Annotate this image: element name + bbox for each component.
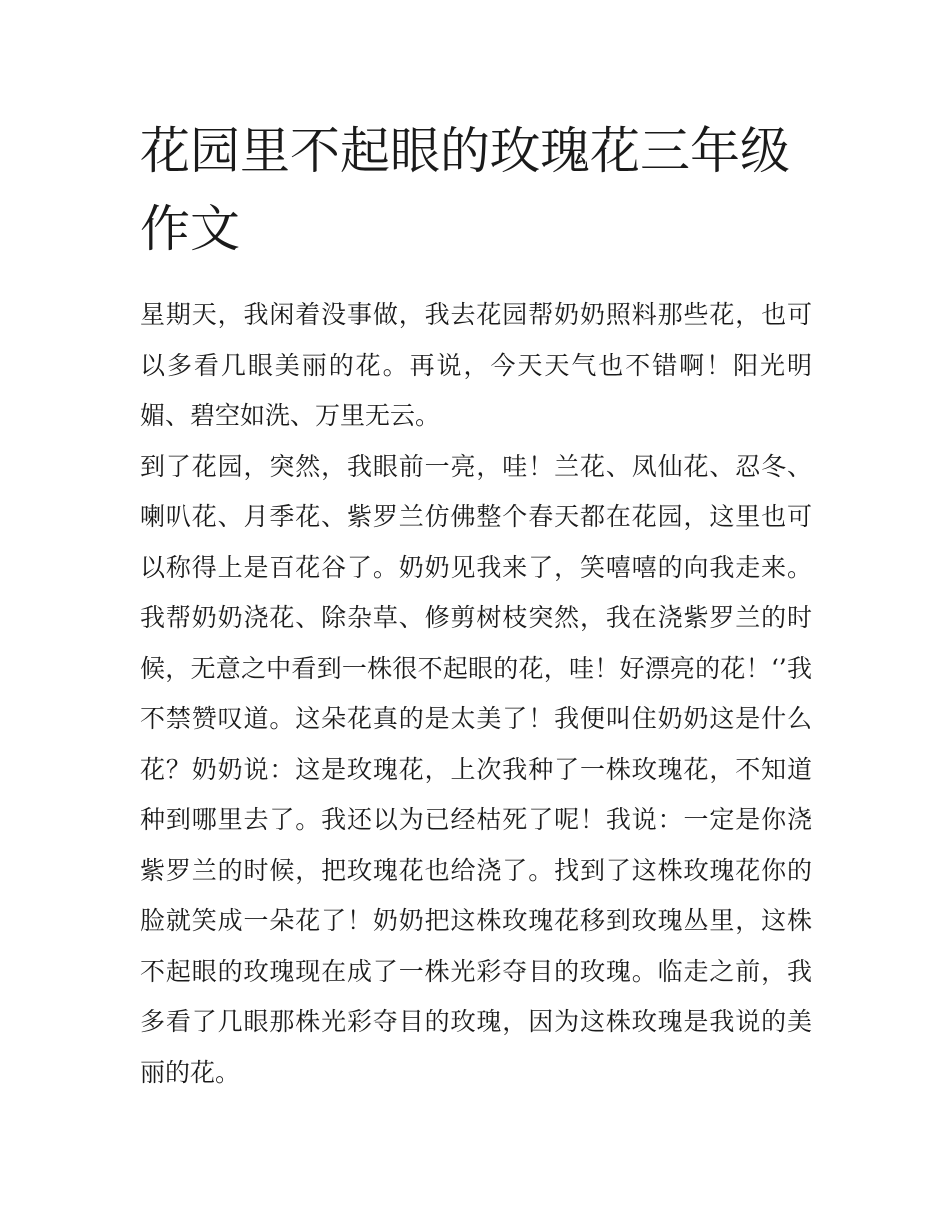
document-page [140,112,812,1098]
paragraph-1: 星期天，我闲着没事做，我去花园帮奶奶照料那些花，也可以多看几眼美丽的花。再说，今天天气也不错啊！阳光明媚、碧空如洗、万里无云。 [140,300,812,430]
paragraph-2: 到了花园，突然，我眼前一亮，哇！兰花、凤仙花、忍冬、喇叭花、月季花、紫罗兰仿佛整个春天都在花园，这里也可以称得上是百花谷了。奶奶见我来了，笑嘻嘻的向我走来。我帮奶奶浇花、除杂草、修剪树枝突然，我在浇紫罗兰的时候，无意之中看到一株很不起眼的花，哇！好漂亮的花！‘’我不禁赞叹道。这朵花真的是太美了！我便叫住奶奶这是什么花？奶奶说：这是玫瑰花，上次我种了一株玫瑰花，不知道种到哪里去了。我还以为已经枯死了呢！我说：一定是你浇紫罗兰的时候，把玫瑰花也给浇了。找到了这株玫瑰花你的脸就笑成一朵花了！奶奶把这株玫瑰花移到玫瑰丛里，这株不起眼的玫瑰现在成了一株光彩夺目的玫瑰。临走之前，我多看了几眼那株光彩夺目的玫瑰，因为这株玫瑰是我说的美丽的花。 [140,451,812,1087]
page-title: 花园里不起眼的玫瑰花三年级作文 [140,122,790,258]
